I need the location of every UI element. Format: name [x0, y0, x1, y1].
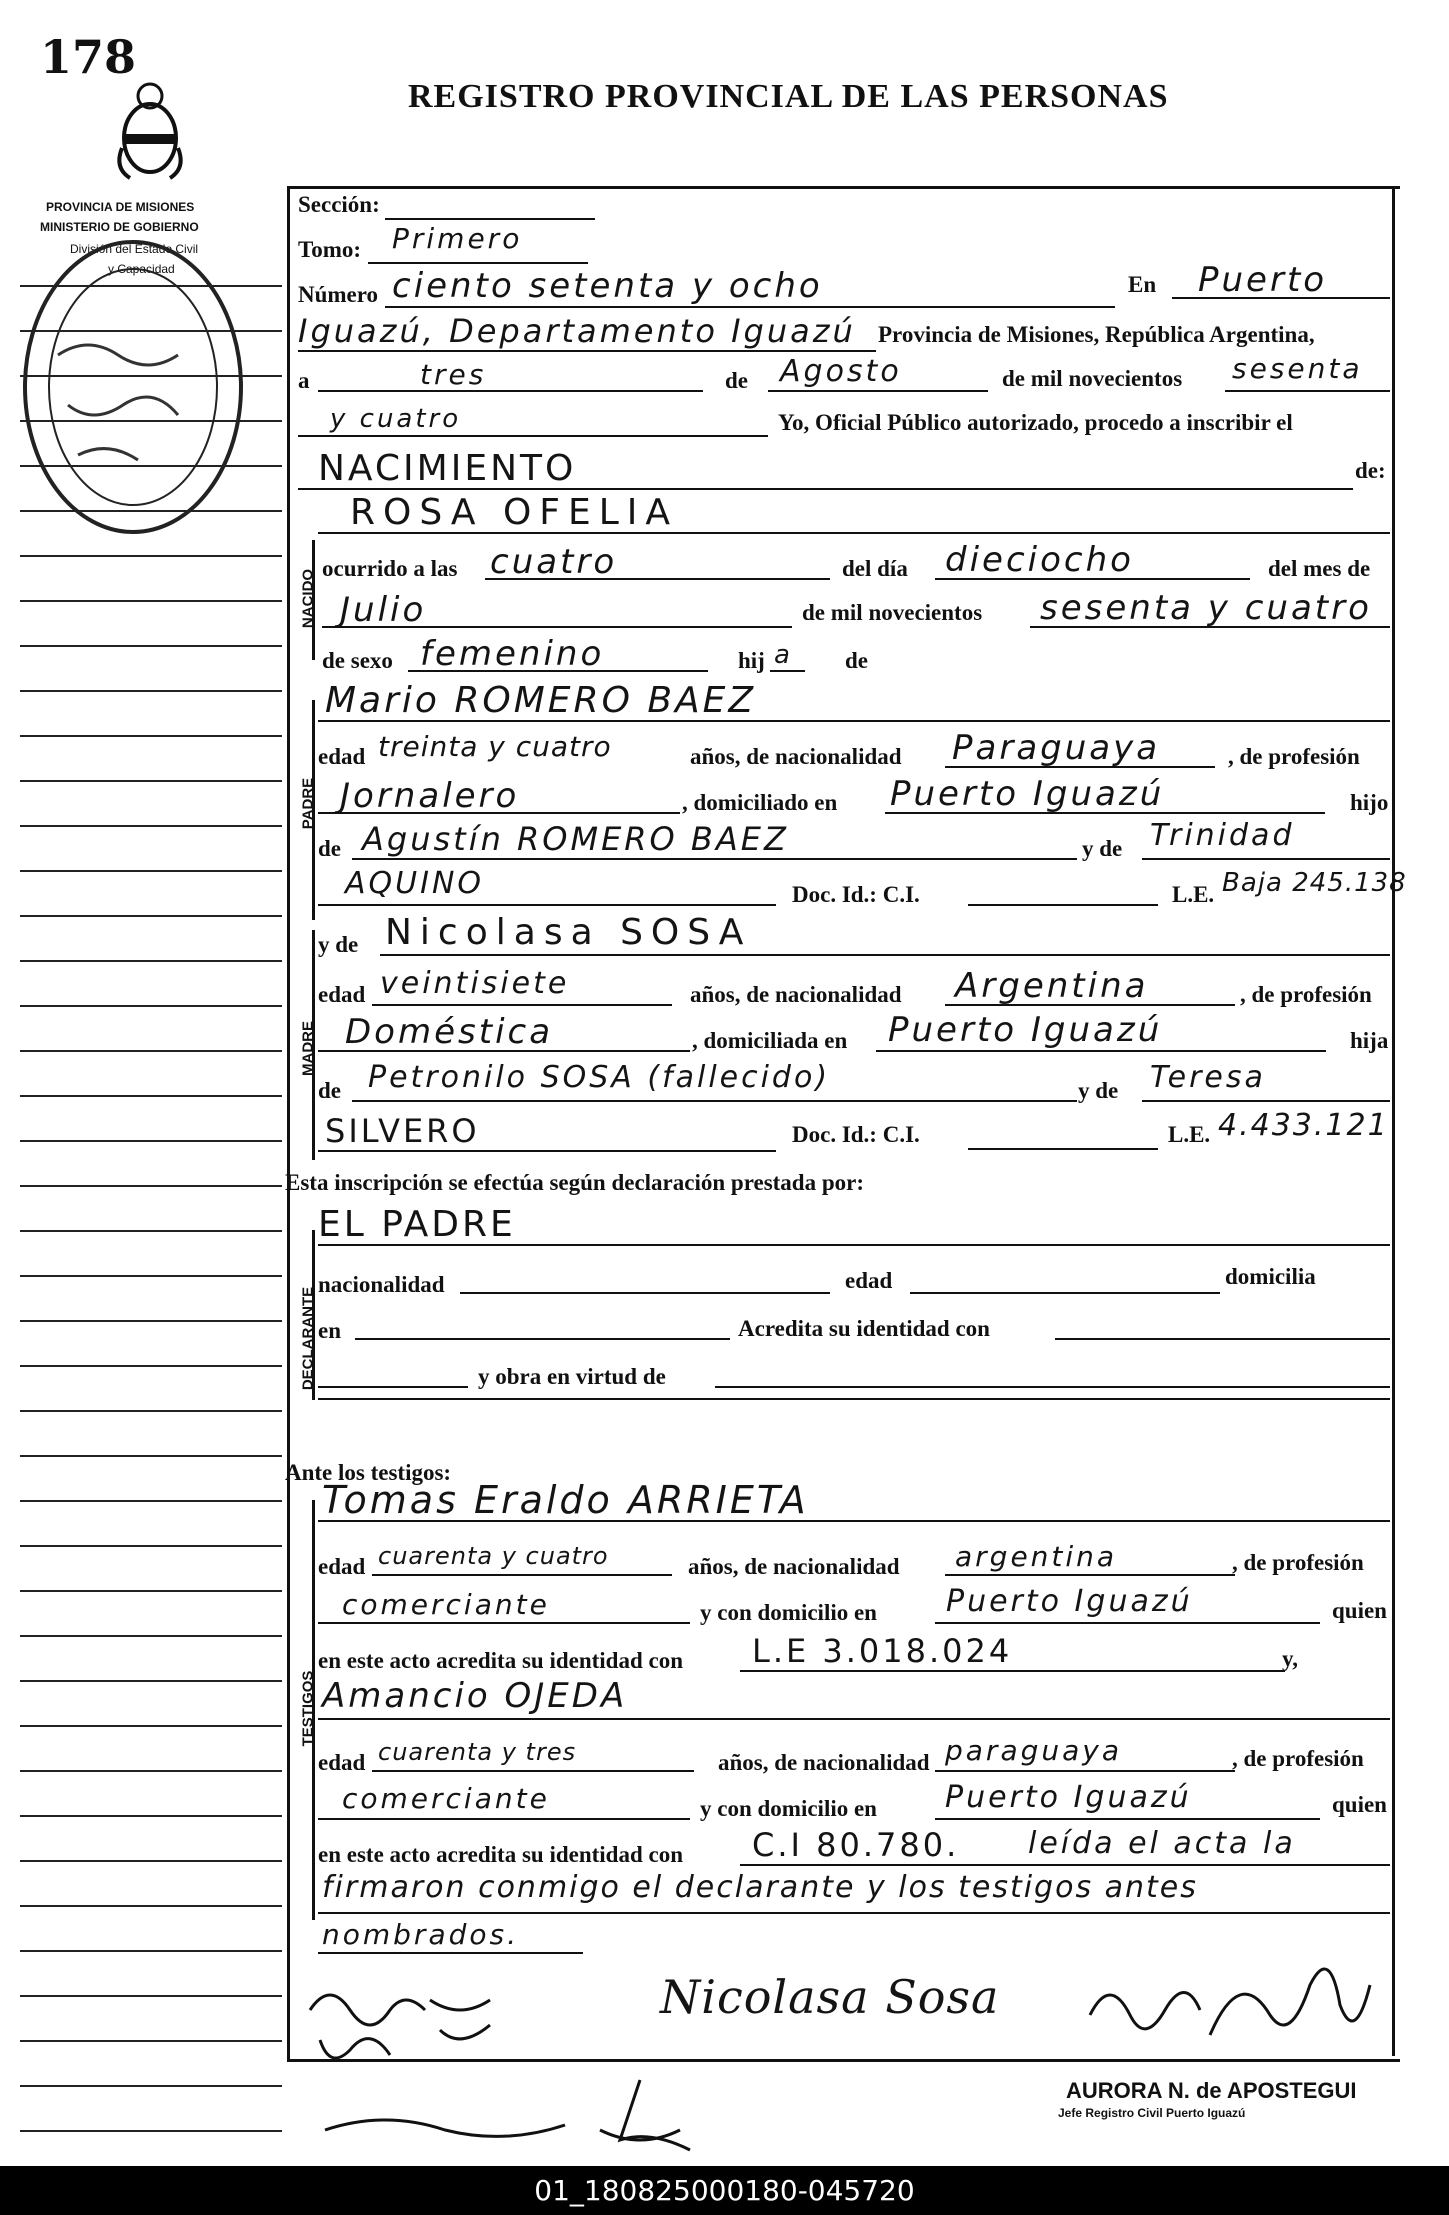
label-edad-d: edad	[845, 1268, 893, 1293]
seal-line-1: PROVINCIA DE MISIONES	[46, 200, 195, 214]
label-anos-nac-madre: años, de nacionalidad	[690, 982, 902, 1007]
label-de-colon: de:	[1355, 458, 1386, 483]
label-ante-testigos: Ante los testigos:	[285, 1460, 452, 1485]
signature-padre	[300, 1970, 560, 2080]
value-madre-nac: Argentina	[955, 966, 1149, 1006]
label-de-abuelo-m: de	[318, 1078, 341, 1103]
seal-line-3: División del Estado Civil	[70, 242, 199, 256]
value-numero: ciento setenta y ocho	[392, 266, 823, 306]
label-domiciliada: , domiciliada en	[692, 1028, 848, 1053]
value-cierre-3: nombrados.	[322, 1918, 519, 1951]
label-le-m: L.E.	[1168, 1122, 1211, 1147]
seal-line-2: MINISTERIO DE GOBIERNO	[40, 220, 199, 234]
value-madre-prof: Doméstica	[345, 1012, 554, 1052]
value-tomo: Primero	[392, 222, 523, 255]
label-inscripcion: Esta inscripción se efectúa según declaración prestada por:	[285, 1170, 865, 1195]
label-numero: Número	[298, 282, 379, 307]
signature-madre: Nicolasa Sosa	[660, 1970, 1000, 2024]
seal-line-4: y Capacidad	[108, 262, 175, 276]
value-nombre: ROSA OFELIA	[350, 492, 679, 533]
label-doc-id-p: Doc. Id.: C.I.	[792, 882, 920, 907]
label-y-de-p: y de	[1082, 836, 1123, 861]
image-id-footer: 01_180825000180-045720	[0, 2166, 1449, 2215]
value-anio-2: y cuatro	[330, 404, 462, 434]
label-de: de	[725, 368, 748, 393]
section-nacido: NACIDO	[299, 568, 317, 629]
value-padre-nombre: Mario ROMERO BAEZ	[325, 680, 757, 721]
label-nacionalidad-d: nacionalidad	[318, 1272, 445, 1297]
label-le-p: L.E.	[1172, 882, 1215, 907]
label-y-t1: y,	[1282, 1646, 1298, 1671]
label-edad-madre: edad	[318, 982, 366, 1007]
signature-testigos	[1080, 1955, 1380, 2065]
value-padre-edad: treinta y cuatro	[378, 730, 612, 763]
label-en-d: en	[318, 1318, 341, 1343]
label-y-obra: y obra en virtud de	[478, 1364, 666, 1389]
value-tipo: NACIMIENTO	[318, 448, 577, 489]
label-hija: hija	[1350, 1028, 1389, 1053]
page-title: REGISTRO PROVINCIAL DE LAS PERSONAS	[408, 78, 1169, 115]
seal-stamp-icon	[18, 235, 248, 540]
value-testigo1-nac: argentina	[955, 1540, 1118, 1573]
value-testigo1-prof: comerciante	[342, 1588, 550, 1621]
label-domicilia-d: domicilia	[1225, 1264, 1316, 1289]
value-abuela-p-2: AQUINO	[345, 866, 484, 901]
label-y-de-madre: y de	[318, 932, 359, 957]
label-acredita-d: Acredita su identidad con	[738, 1316, 990, 1341]
value-testigo1-dom: Puerto Iguazú	[946, 1584, 1193, 1619]
value-madre-edad: veintisiete	[380, 966, 570, 1001]
value-hora: cuatro	[490, 542, 618, 582]
label-yo-oficial: Yo, Oficial Público autorizado, procedo a inscribir el	[778, 410, 1293, 435]
label-provincia: Provincia de Misiones, República Argentina,	[878, 322, 1315, 347]
value-padre-prof: Jornalero	[340, 776, 520, 816]
label-hij: hij	[738, 648, 765, 673]
section-declarante: DECLARANTE	[299, 1286, 317, 1391]
value-abuelo-m: Petronilo SOSA (fallecido)	[368, 1060, 831, 1095]
value-en-lugar-1: Puerto	[1198, 260, 1328, 300]
label-edad-t2: edad	[318, 1750, 366, 1775]
label-doc-id-m: Doc. Id.: C.I.	[792, 1122, 920, 1147]
label-ocurrido: ocurrido a las	[322, 556, 458, 581]
value-abuela-m-2: SILVERO	[325, 1112, 480, 1150]
label-prof-madre: , de profesión	[1240, 982, 1372, 1007]
label-tomo: Tomo:	[298, 237, 362, 262]
value-testigo1-nombre: Tomas Eraldo ARRIETA	[322, 1478, 809, 1522]
label-anos-nac-padre: años, de nacionalidad	[690, 744, 902, 769]
value-abuelo-p: Agustín ROMERO BAEZ	[362, 820, 789, 858]
label-prof-t1: , de profesión	[1232, 1550, 1364, 1575]
value-sexo: femenino	[420, 634, 605, 674]
label-con-dom-t1: y con domicilio en	[700, 1600, 877, 1625]
value-cierre-2: firmaron conmigo el declarante y los testigos antes	[322, 1870, 1198, 1905]
label-de-mil: de mil novecientos	[1002, 366, 1183, 391]
label-quien-t1: quien	[1332, 1598, 1387, 1623]
label-anos-nac-t2: años, de nacionalidad	[718, 1750, 930, 1775]
value-madre-le: 4.433.121	[1218, 1108, 1389, 1143]
value-testigo2-dom: Puerto Iguazú	[945, 1780, 1192, 1815]
value-declarante: EL PADRE	[318, 1204, 516, 1245]
label-acredita-t2: en este acto acredita su identidad con	[318, 1842, 684, 1867]
label-y-de-m: y de	[1078, 1078, 1119, 1103]
value-padre-nac: Paraguaya	[952, 728, 1161, 768]
value-testigo1-edad: cuarenta y cuatro	[378, 1542, 609, 1570]
label-en: En	[1128, 272, 1157, 297]
value-padre-dom: Puerto Iguazú	[890, 774, 1165, 814]
label-acredita-t1: en este acto acredita su identidad con	[318, 1648, 684, 1673]
section-testigos: TESTIGOS	[299, 1670, 317, 1747]
label-quien-t2: quien	[1332, 1792, 1387, 1817]
value-testigo2-prof: comerciante	[342, 1782, 550, 1815]
value-madre-dom: Puerto Iguazú	[888, 1010, 1163, 1050]
label-del-dia: del día	[842, 556, 908, 581]
value-testigo2-doc: C.I 80.780.	[752, 1826, 960, 1864]
value-en-lugar-2: Iguazú, Departamento Iguazú	[298, 312, 856, 350]
label-a: a	[298, 368, 310, 393]
label-seccion: Sección:	[298, 192, 380, 217]
value-abuela-p-1: Trinidad	[1150, 818, 1295, 853]
label-prof-padre: , de profesión	[1228, 744, 1360, 769]
value-padre-le: Baja 245.138	[1222, 868, 1407, 898]
value-hij-suffix: a	[774, 640, 793, 670]
coat-of-arms-icon	[110, 78, 190, 188]
value-anio-1: sesenta	[1232, 352, 1363, 385]
value-abuela-m-1: Teresa	[1150, 1060, 1266, 1095]
label-edad-t1: edad	[318, 1554, 366, 1579]
value-madre-nombre: Nicolasa SOSA	[385, 912, 752, 953]
value-testigo2-nombre: Amancio OJEDA	[322, 1676, 628, 1716]
official-title: Jefe Registro Civil Puerto Iguazú	[1058, 2106, 1246, 2120]
label-edad-padre: edad	[318, 744, 366, 769]
label-hijo: hijo	[1350, 790, 1389, 815]
page-number: 178	[40, 30, 137, 84]
value-testigo2-nac: paraguaya	[945, 1734, 1123, 1767]
label-del-mes: del mes de	[1268, 556, 1371, 581]
label-de-2: de	[845, 648, 868, 673]
value-anio-nac: sesenta y cuatro	[1040, 588, 1372, 628]
label-prof-t2: , de profesión	[1232, 1746, 1364, 1771]
value-cierre-1: leída el acta la	[1028, 1826, 1296, 1861]
value-testigo1-doc: L.E 3.018.024	[752, 1632, 1013, 1670]
label-anos-nac-t1: años, de nacionalidad	[688, 1554, 900, 1579]
value-testigo2-edad: cuarenta y tres	[378, 1738, 577, 1766]
official-name: AURORA N. de APOSTEGUI	[1066, 2078, 1357, 2103]
label-de-abuelo-p: de	[318, 836, 341, 861]
value-mes-nac: Julio	[340, 590, 427, 630]
value-dia-nac: dieciocho	[945, 540, 1134, 580]
label-de-sexo: de sexo	[322, 648, 393, 673]
label-con-dom-t2: y con domicilio en	[700, 1796, 877, 1821]
value-dia: tres	[420, 358, 487, 391]
signature-extra	[320, 2070, 780, 2160]
value-mes: Agosto	[780, 354, 902, 389]
section-padre: PADRE	[299, 777, 317, 830]
label-de-mil-2: de mil novecientos	[802, 600, 983, 625]
label-domiciliado: , domiciliado en	[682, 790, 838, 815]
section-madre: MADRE	[299, 1021, 317, 1076]
